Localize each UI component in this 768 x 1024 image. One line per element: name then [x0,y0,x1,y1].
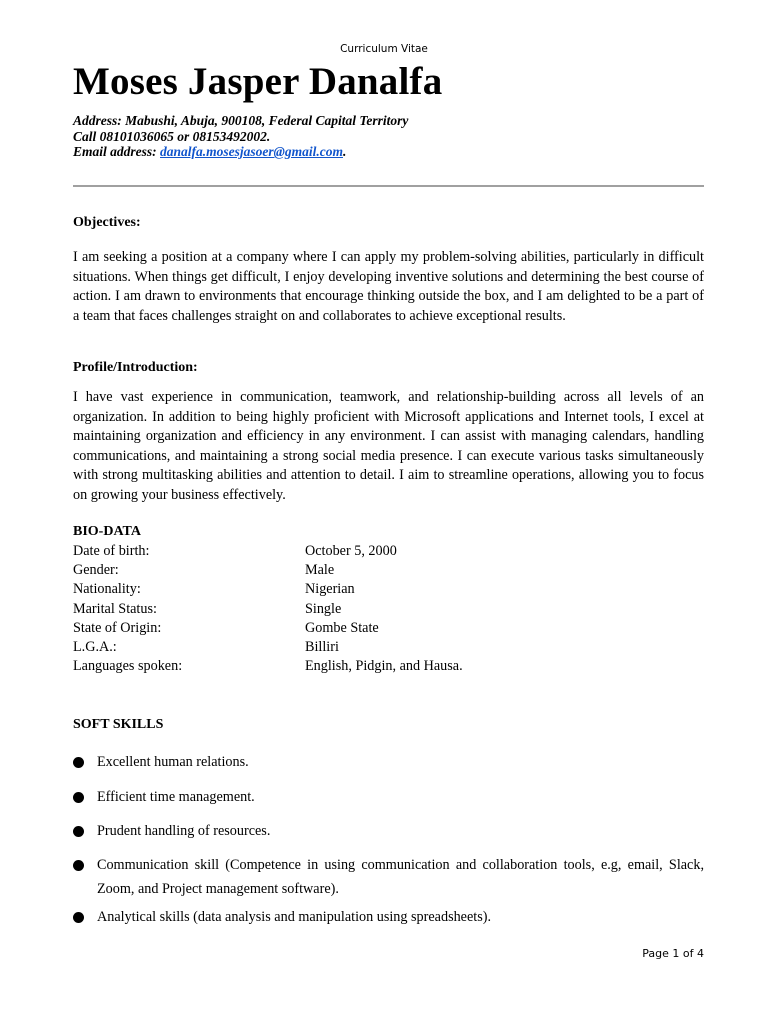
biodata-heading: BIO-DATA [73,524,141,539]
biodata-value: Nigerian [305,581,355,598]
skill-text: Analytical skills (data analysis and manipulation using spreadsheets). [97,909,492,925]
profile-heading: Profile/Introduction: [73,360,198,375]
biodata-row [73,638,704,657]
objectives-heading: Objectives: [73,215,141,230]
biodata-row [73,580,704,599]
list-item [97,819,704,843]
phone-line: Call 08101036065 or 08153492002. [73,128,271,144]
document-header-label: Curriculum Vitae [340,43,428,55]
skill-text: Communication skill (Competence in using communication and collaboration tools, e.g, email, Slack, Zoom, and Project management software). [97,857,704,897]
biodata-row [73,600,704,619]
contact-block [73,113,408,160]
page-number: Page 1 of 4 [642,947,704,960]
biodata-row [73,657,704,676]
biodata-table [73,542,704,676]
list-item [97,853,704,901]
biodata-label: L.G.A.: [73,638,117,655]
biodata-row [73,619,704,638]
list-item [97,750,704,774]
candidate-name: Moses Jasper Danalfa [73,60,443,103]
objectives-text: I am seeking a position at a company where I can apply my problem-solving abilities, particularly in difficult situations. When things get difficult, I enjoy developing inventive solutions and determining the best course of action. I am drawn to environments that encourage thinking outside the box, and I am delighted to be a part of a team that faces challenges straight on and collaborates to achieve exceptional results. [73,249,704,324]
skill-text: Efficient time management. [97,789,255,805]
bullet-icon [73,826,84,837]
header-divider [73,185,704,187]
email-link[interactable]: danalfa.mosesjasoer@gmail.com [160,144,343,159]
soft-skills-heading: SOFT SKILLS [73,717,164,732]
biodata-label: Date of birth: [73,543,150,559]
skill-text: Prudent handling of resources. [97,823,271,839]
biodata-row [73,561,704,580]
bullet-icon [73,757,84,768]
biodata-label: State of Origin: [73,619,162,636]
address-line: Address: Mabushi, Abuja, 900108, Federal Capital Territory [73,113,409,128]
bullet-icon [73,792,84,803]
biodata-value: English, Pidgin, and Hausa. [305,658,463,675]
bullet-icon [73,912,84,923]
biodata-value: Male [305,562,335,579]
biodata-label: Gender: [73,562,119,579]
list-item [97,785,704,809]
biodata-label: Nationality: [73,581,141,598]
biodata-label: Languages spoken: [73,658,183,675]
profile-text: I have vast experience in communication, teamwork, and relationship-building across all levels of an organization. In addition to being highly proficient with Microsoft applications and Internet tools, I excel at maintaining organization and efficiency in any environment. I can assist with managing calendars, handling communications, and maintaining a strong social media presence. I can execute various tasks simultaneously with strong multitasking abilities and attention to detail. I aim to streamline operations, allowing you to focus on growing your business effectively. [73,389,704,503]
bullet-icon [73,860,84,871]
email-label: Email address: [73,144,157,159]
biodata-value: Billiri [305,638,339,655]
skill-text: Excellent human relations. [97,754,249,770]
biodata-row [73,542,704,561]
email-suffix: . [343,144,347,159]
email-line [73,144,408,160]
biodata-label: Marital Status: [73,600,157,617]
biodata-value: Gombe State [305,619,379,636]
biodata-value: October 5, 2000 [305,543,397,559]
biodata-value: Single [305,600,342,617]
list-item [97,905,704,929]
